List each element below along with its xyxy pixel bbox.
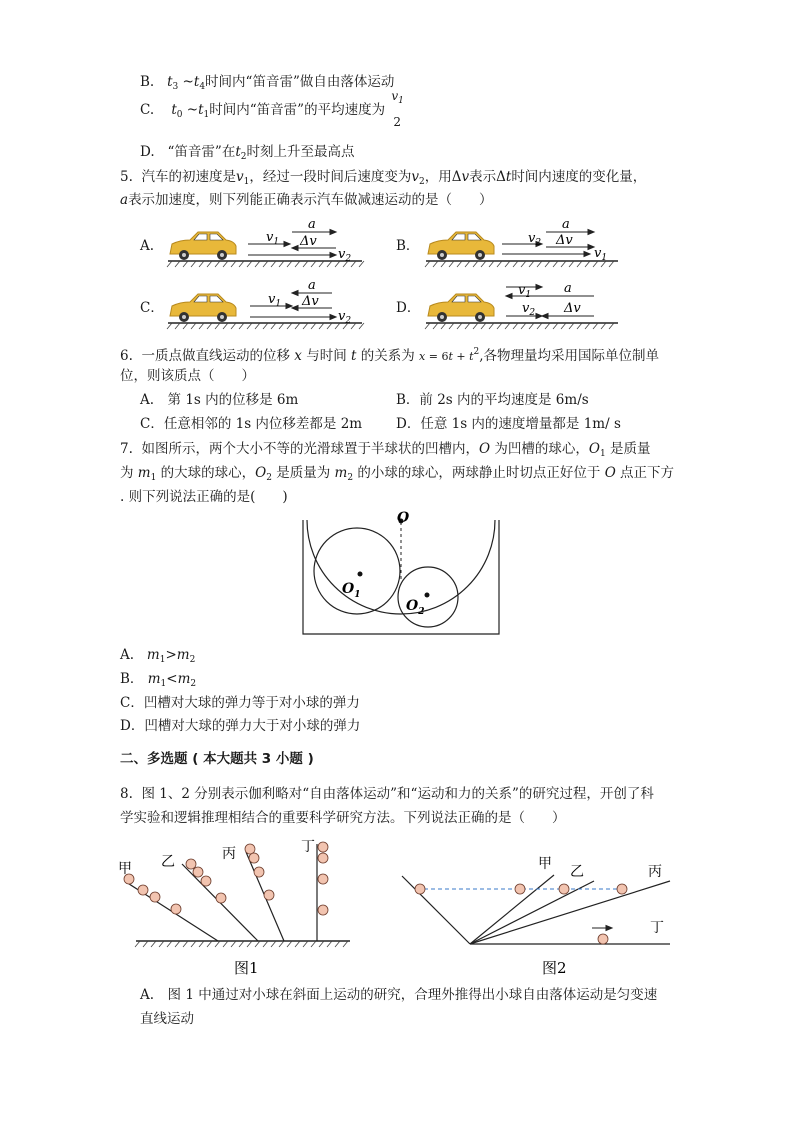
q6-option-a[interactable]: A. 第 1s 内的位移是 6m [140, 392, 299, 408]
label-v2: $v_2$ [338, 309, 352, 326]
car-icon [170, 232, 236, 260]
q7-stem-line1: 7. 如图所示，两个大小不等的光滑球置于半球状的凹槽内，O 为凹槽的球心，$O_1$ 是质量 [120, 441, 651, 459]
q5-figure-d [418, 276, 628, 332]
q8-option-a-line2[interactable]: 直线运动 [140, 1011, 194, 1027]
q5-option-b-label[interactable]: B． [396, 238, 420, 254]
car-icon [170, 294, 236, 322]
q5-option-d-label[interactable]: D． [396, 300, 421, 316]
label-ding: 丁 [650, 920, 664, 936]
label-O2: $O_2$ [406, 598, 425, 617]
q5-option-a-label[interactable]: A. [140, 238, 155, 254]
fraction: $v_1$ 2 [391, 89, 404, 129]
label-bing: 丙 [648, 864, 662, 880]
q4-option-c[interactable]: C. $t_0$ $\sim t_1$时间内“笛音雷”的平均速度为 $v_1$ 2 [140, 89, 404, 129]
q8-option-a-line1[interactable]: A. 图 1 中通过对小球在斜面上运动的研究，合理外推得出小球自由落体运动是匀变速 [140, 987, 658, 1003]
q7-stem-line2: 为 $m_1$ 的大球的球心，$O_2$ 是质量为 $m_2$ 的小球的球心，两球静止时切点正好位于 O 点正下方 [120, 465, 675, 483]
label-O: O [397, 510, 410, 526]
q6-option-d[interactable]: D．任意 1s 内的速度增量都是 1m/ s [396, 416, 621, 432]
q4-option-b[interactable]: B. $t_3$ $\sim t_4$时间内“笛音雷”做自由落体运动 [140, 74, 395, 92]
label-dv: Δv [302, 294, 319, 309]
q5-stem-line2: a表示加速度，则下列能正确表示汽车做减速运动的是（ ） [120, 192, 493, 208]
q5-figure-a [160, 214, 370, 270]
label-yi: 乙 [570, 864, 584, 880]
label-jia: 甲 [118, 861, 132, 877]
label-v2: $v_2$ [528, 231, 542, 248]
section-title-multiple-choice: 二、多选题 ( 本大题共 3 小题 ) [120, 751, 314, 767]
car-icon [428, 232, 494, 260]
q6-option-c[interactable]: C．任意相邻的 1s 内位移差都是 2m [140, 416, 363, 432]
q8-figure-2 [398, 848, 678, 978]
q7-option-d[interactable]: D．凹槽对大球的弹力大于对小球的弹力 [120, 718, 361, 734]
label-dv: Δv [300, 234, 317, 249]
car-icon [428, 294, 494, 322]
q6-stem-line1: 6. 一质点做直线运动的位移 x 与时间 t 的关系为 $x = 6t + t^2$,各物理量均采用国际单位制单 [120, 347, 660, 364]
label-v1: $v_1$ [594, 246, 608, 263]
label-a: a [308, 217, 316, 232]
figure-1-caption: 图1 [234, 959, 259, 977]
q5-figure-c [160, 276, 370, 332]
q8-stem-line2: 学实验和逻辑推理相结合的重要科学研究方法。下列说法正确的是（ ） [120, 810, 566, 826]
q8-figure-1 [118, 836, 358, 978]
label-bing: 丙 [222, 846, 236, 862]
label-a: a [562, 217, 570, 232]
q5-figure-b [418, 214, 628, 270]
q7-option-c[interactable]: C．凹槽对大球的弹力等于对小球的弹力 [120, 695, 360, 711]
label-v1: $v_1$ [268, 292, 282, 309]
label-dv: Δv [556, 233, 573, 248]
q7-option-a[interactable]: A. $m_1>m_2$ [120, 647, 196, 665]
label-ding: 丁 [301, 839, 315, 855]
q8-stem-line1: 8. 图 1、2 分别表示伽利略对“自由落体运动”和“运动和力的关系”的研究过程，开创了科 [120, 786, 654, 802]
label-v1: $v_1$ [266, 230, 280, 247]
label-a: a [308, 278, 316, 293]
q6-option-b[interactable]: B．前 2s 内的平均速度是 6m/s [396, 392, 589, 408]
q7-stem-line3: . 则下列说法正确的是( ) [120, 489, 288, 505]
q5-stem-line1: 5. 汽车的初速度是$v_1$，经过一段时间后速度变为$v_2$，用Δv表示Δt时间内速度的变化量， [120, 169, 647, 187]
q5-option-c-label[interactable]: C． [140, 300, 164, 316]
label-dv: Δv [564, 301, 581, 316]
q4-option-d[interactable]: D. “笛音雷”在$t_2$时刻上升至最高点 [140, 144, 355, 162]
large-ball [314, 528, 400, 614]
q7-option-b[interactable]: B． $m_1<m_2$ [120, 671, 197, 689]
q7-figure-bowl [296, 508, 506, 638]
label-v2: $v_2$ [522, 301, 536, 318]
figure-2-caption: 图2 [542, 959, 567, 977]
label-v2: $v_2$ [338, 247, 352, 264]
label-O1: $O_1$ [342, 581, 361, 600]
label-v1: $v_1$ [518, 283, 532, 300]
label-jia: 甲 [538, 856, 552, 872]
label-yi: 乙 [161, 854, 175, 870]
label-a: a [564, 281, 572, 296]
q6-stem-line2: 位，则该质点（ ） [120, 368, 255, 384]
